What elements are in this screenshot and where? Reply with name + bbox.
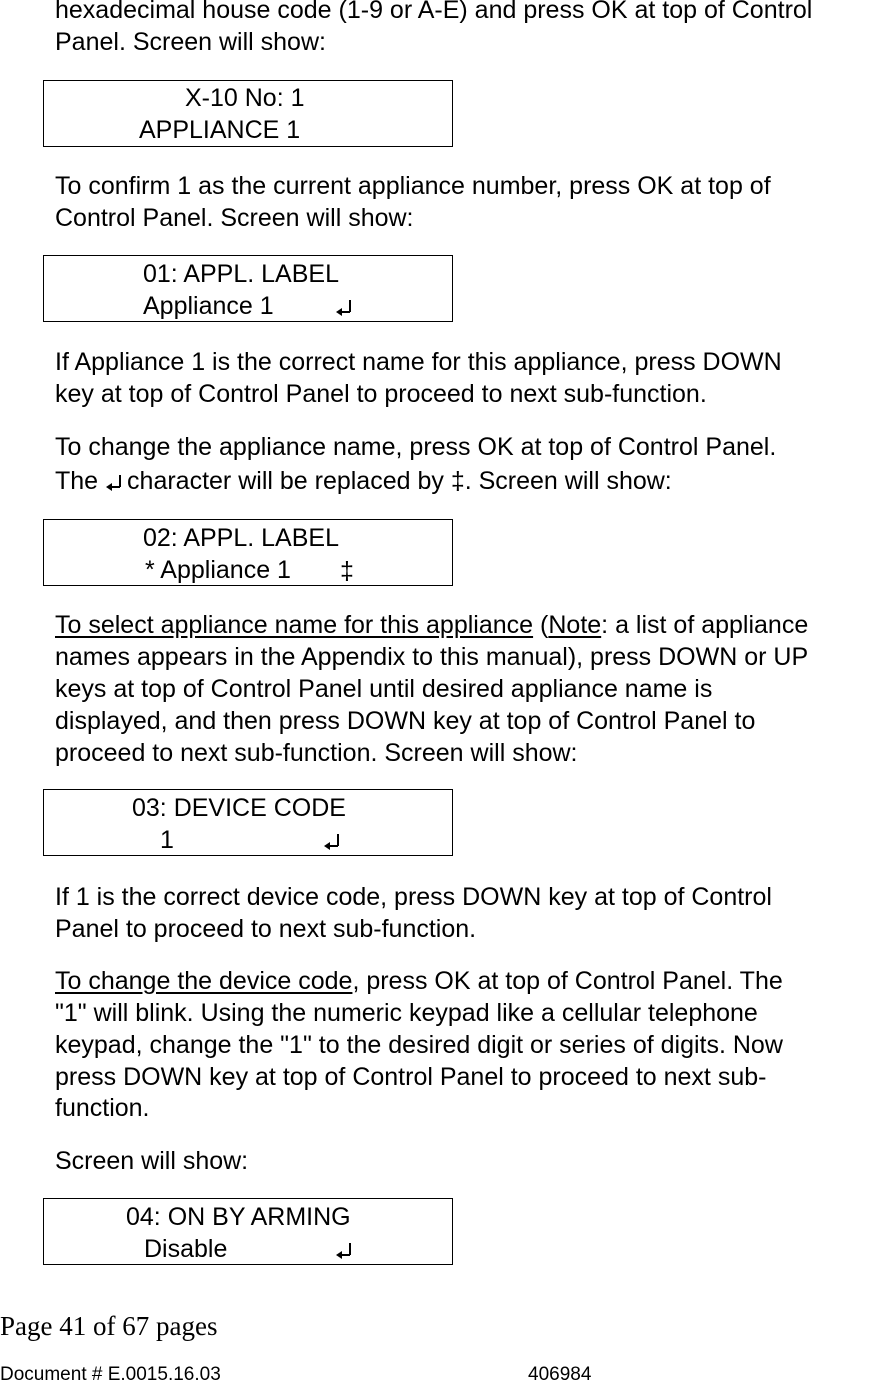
change-text-b: character will be replaced by xyxy=(127,467,444,495)
change-text-a: The xyxy=(55,467,99,495)
intro-line-2: Panel. Screen will show: xyxy=(55,28,326,56)
devchange-rest: , press OK at top of Control Panel. The xyxy=(352,967,783,995)
screen-line-1: X-10 No: 1 xyxy=(185,84,305,112)
devchange-line-1 xyxy=(55,966,884,998)
select-rest: : a list of appliance xyxy=(601,611,809,639)
select-line-1 xyxy=(55,610,884,642)
lcd-screen-x10 xyxy=(43,80,453,147)
change-line-2 xyxy=(55,466,884,498)
lcd-screen-appl-label-01 xyxy=(43,255,453,322)
select-name-heading: To select appliance name for this appliance xyxy=(55,611,534,639)
confirm-line-1: To confirm 1 as the current appliance number, press OK at top of xyxy=(55,172,771,200)
devchange-line-5: function. xyxy=(55,1094,150,1122)
return-arrow-icon xyxy=(105,472,127,492)
correct-line-2: key at top of Control Panel to proceed to next sub-function. xyxy=(55,380,707,408)
note-label: Note xyxy=(548,611,602,639)
screen-line-2: Disable xyxy=(144,1235,228,1263)
device-line-1: If 1 is the correct device code, press DOWN key at top of Control xyxy=(55,883,772,911)
devchange-line-4: press DOWN key at top of Control Panel to proceed to next sub- xyxy=(55,1063,767,1091)
document-id: 406984 xyxy=(528,1364,592,1385)
return-arrow-icon xyxy=(323,831,345,851)
correct-line-1: If Appliance 1 is the correct name for this appliance, press DOWN xyxy=(55,348,782,376)
screen-line-2: * Appliance 1 xyxy=(145,556,291,584)
screen-line-1: 04: ON BY ARMING xyxy=(126,1203,351,1231)
screen-line-1: 03: DEVICE CODE xyxy=(132,794,346,822)
screen-line-1: 01: APPL. LABEL xyxy=(143,260,339,288)
change-text-c: . Screen will show: xyxy=(464,467,672,495)
lcd-screen-on-by-arming xyxy=(43,1198,453,1265)
screen-line-2: APPLIANCE 1 xyxy=(139,116,301,144)
change-line-1: To change the appliance name, press OK at top of Control Panel. xyxy=(55,433,777,461)
document-number: Document # E.0015.16.03 xyxy=(0,1364,221,1385)
screen-line-2: Appliance 1 xyxy=(143,292,274,320)
screen-line-2: 1 xyxy=(160,826,174,854)
screen-line-1: 02: APPL. LABEL xyxy=(143,524,339,552)
devchange-line-2: "1" will blink. Using the numeric keypad like a cellular telephone xyxy=(55,999,758,1027)
double-dagger-symbol: ‡ xyxy=(340,557,354,585)
devchange-line-3: keypad, change the "1" to the desired digit or series of digits. Now xyxy=(55,1031,783,1059)
select-line-5: proceed to next sub-function. Screen will show: xyxy=(55,739,578,767)
confirm-line-2: Control Panel. Screen will show: xyxy=(55,204,414,232)
return-arrow-icon xyxy=(335,297,357,317)
lcd-screen-appl-label-02 xyxy=(43,519,453,586)
change-device-code-heading: To change the device code xyxy=(55,967,353,995)
return-arrow-icon xyxy=(335,1240,357,1260)
select-line-4: displayed, and then press DOWN key at top of Control Panel to xyxy=(55,707,756,735)
page-count: Page 41 of 67 pages xyxy=(0,1311,218,1341)
select-line-2: names appears in the Appendix to this manual), press DOWN or UP xyxy=(55,643,809,671)
intro-line-1: hexadecimal house code (1-9 or A-E) and press OK at top of Control xyxy=(55,0,813,24)
double-dagger-symbol: ‡ xyxy=(450,467,465,495)
device-line-2: Panel to proceed to next sub-function. xyxy=(55,915,477,943)
lcd-screen-device-code xyxy=(43,789,453,856)
screen-will-show: Screen will show: xyxy=(55,1147,249,1175)
select-line-3: keys at top of Control Panel until desired appliance name is xyxy=(55,675,713,703)
select-paren: ( xyxy=(533,611,549,639)
